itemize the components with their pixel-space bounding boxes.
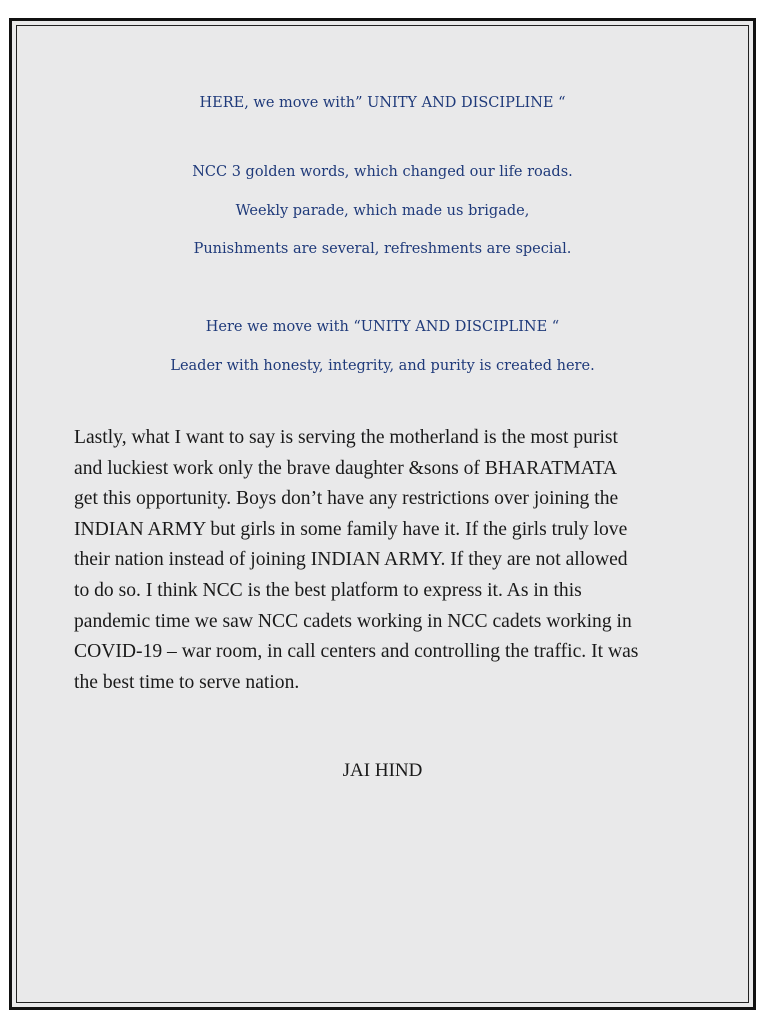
body-line: and luckiest work only the brave daughter &sons of BHARATMATA [74,457,618,479]
poem-line-1: HERE, we move with” UNITY AND DISCIPLINE “ [199,95,566,111]
poem-line-4: Punishments are several, refreshments are special. [193,241,572,257]
poem-line-6: Leader with honesty, integrity, and purity is created here. [170,358,595,374]
body-line: Lastly, what I want to say is serving the motherland is the most purist [74,427,619,448]
poem-line-5: Here we move with “UNITY AND DISCIPLINE “ [205,319,560,335]
body-line: INDIAN ARMY but girls in some family have it. If the girls truly love [74,518,628,540]
body-line: pandemic time we saw NCC cadets working in NCC cadets working in [74,610,632,632]
body-line: get this opportunity. Boys don’t have any restrictions over joining the [74,488,619,510]
poem-line-2: NCC 3 golden words, which changed our life roads. [192,164,573,180]
poem-line-3: Weekly parade, which made us brigade, [235,203,530,219]
body-line: COVID-19 – war room, in call centers and controlling the traffic. It was [74,641,639,663]
body-line: to do so. I think NCC is the best platform to express it. As in this [74,579,582,601]
body-line: the best time to serve nation. [74,671,300,693]
document-page [9,18,756,1010]
body-paragraph [74,423,706,698]
body-line: their nation instead of joining INDIAN ARMY. If they are not allowed [74,549,628,571]
closing-salutation: JAI HIND [342,760,423,781]
